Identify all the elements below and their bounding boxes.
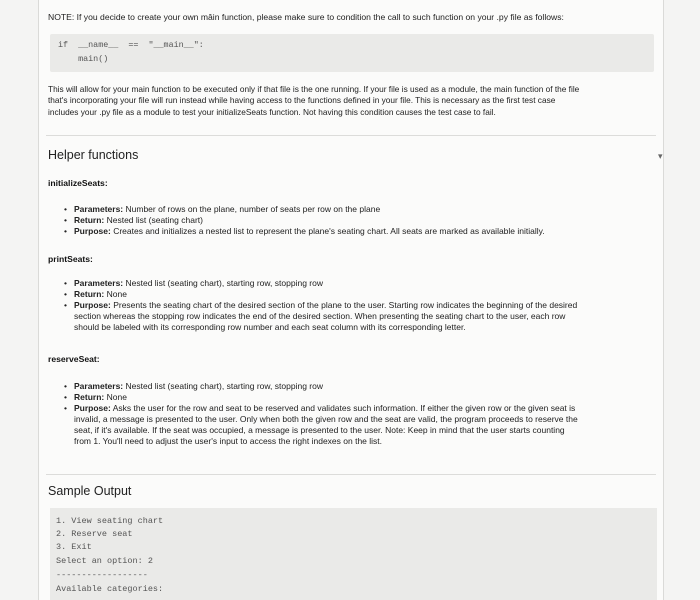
- list-item: • Return: Nested list (seating chart): [64, 215, 203, 225]
- list-item: • Parameters: Number of rows on the plane, number of seats per row on the plane: [64, 204, 381, 214]
- item-label: Return:: [74, 392, 105, 402]
- function-name-reserveseat: reserveSeat:: [48, 354, 100, 364]
- item-label: Parameters:: [74, 278, 124, 288]
- item-text: Number of rows on the plane, number of seats per row on the plane: [123, 204, 381, 214]
- sample-output-block: [50, 508, 657, 600]
- output-line: 2. Reserve seat: [56, 529, 133, 539]
- item-continuation: from 1. You'll need to adjust the user's input to access the right indexes on the list.: [74, 436, 383, 446]
- paragraph-line: includes your .py file as a module to test your initializeSeats function. Not having this condition causes the test case to fail.: [48, 106, 496, 117]
- divider: [46, 135, 656, 136]
- item-label: Return:: [74, 215, 105, 225]
- list-item: • Return: None: [64, 289, 127, 299]
- output-line: 3. Exit: [56, 542, 92, 552]
- initializeseats-list: [64, 204, 545, 237]
- item-label: Parameters:: [74, 204, 124, 214]
- divider: [46, 474, 656, 475]
- item-text: Nested list (seating chart), starting row, stopping row: [123, 381, 323, 391]
- item-label: Purpose:: [74, 403, 111, 413]
- code-line: main(): [58, 54, 109, 64]
- note-text: NOTE: If you decide to create your own mâin function, please make sure to condition the call to such function on your .py file as follows:: [48, 12, 564, 22]
- function-name-printseats: printSeats:: [48, 254, 93, 264]
- code-block: [50, 34, 654, 72]
- paragraph-line: This will allow for your main function to be executed only if that file is the one running. If your file is used as a module, the main function of the file: [48, 84, 580, 94]
- item-label: Purpose:: [74, 226, 111, 236]
- item-continuation: seat, if it's available. If the seat was occupied, a message is presented to the user. Note: Keep in mind that the user starts counting: [74, 425, 565, 435]
- collapse-chevron-icon[interactable]: ▾: [658, 151, 663, 161]
- list-item: • Purpose: Creates and initializes a nested list to represent the plane's seating chart. All seats are marked as available initially.: [64, 226, 545, 236]
- printseats-list: [64, 278, 577, 333]
- list-item: • Parameters: Nested list (seating chart), starting row, stopping row: [64, 278, 323, 288]
- item-text: None: [104, 392, 127, 402]
- function-name-initializeseats: initializeSeats:: [48, 178, 108, 188]
- output-line: Select an option: 2: [56, 556, 153, 566]
- list-item: • Parameters: Nested list (seating chart), starting row, stopping row: [64, 381, 323, 391]
- explanation-paragraph: [48, 84, 654, 118]
- item-continuation: should be labeled with its corresponding row number and each seat column with its corresponding letter.: [74, 322, 466, 332]
- item-text: Nested list (seating chart): [104, 215, 203, 225]
- item-label: Parameters:: [74, 381, 124, 391]
- sample-output-heading: Sample Output: [48, 484, 132, 498]
- item-label: Purpose:: [74, 300, 111, 310]
- item-continuation: section whereas the stopping row indicates the end of the desired section. When presenting the seating chart to the user, each row: [74, 311, 566, 321]
- list-item: • Return: None: [64, 392, 127, 402]
- helper-functions-heading: Helper functions: [48, 148, 139, 162]
- item-text: Presents the seating chart of the desired section of the plane to the user. Starting row indicates the beginning of the desired: [110, 300, 578, 310]
- list-item: • Purpose: Asks the user for the row and seat to be reserved and validates such information. If either the given row or the given seat is invalid, a message is presented to the user. Only when both the given row and the seat are valid, the program proceeds to reserve the seat, if it's available. If the seat was occupied, a message is presented to the user. Note: Keep in mind that the user starts counting from 1. You'll need to adjust the user's input to access the right indexes on the list.: [64, 403, 578, 446]
- list-item: • Purpose: Presents the seating chart of the desired section of the plane to the user. Starting row indicates the beginning of the desired section whereas the stopping row indicates the end of the desired section. When presenting the seating chart to the user, each row should be labeled with its corresponding row number and each seat column with its corresponding letter.: [64, 300, 578, 332]
- output-separator: ------------------: [56, 570, 148, 580]
- item-continuation: invalid, a message is presented to the user. Only when both the given row and the seat are valid, the program proceeds to reserve the: [74, 414, 578, 424]
- item-text: Nested list (seating chart), starting row, stopping row: [123, 278, 323, 288]
- item-text: Creates and initializes a nested list to represent the plane's seating chart. All seats are marked as available initially.: [110, 226, 545, 236]
- output-line: Available categories:: [56, 584, 164, 594]
- reserveseat-list: [64, 381, 578, 447]
- item-text: Asks the user for the row and seat to be reserved and validates such information. If either the given row or the given seat is: [110, 403, 576, 413]
- output-line: 1. View seating chart: [56, 516, 164, 526]
- code-line: if __name__ == "__main__":: [58, 40, 204, 50]
- item-label: Return:: [74, 289, 105, 299]
- item-text: None: [104, 289, 127, 299]
- paragraph-line: that's incorporating your file will run instead while having access to the functions defined in your file. This is necessary as the first test case: [48, 95, 556, 106]
